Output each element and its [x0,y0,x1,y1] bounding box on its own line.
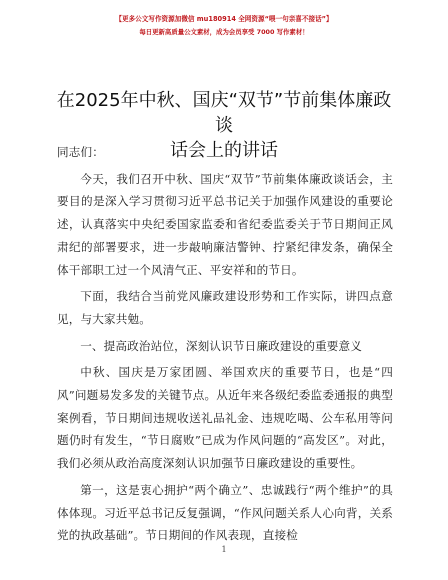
paragraph-opening: 今天，我们召开中秋、国庆“双节”节前集体廉政谈话会，主要目的是深入学习贯彻习近平总书记关于加强作风建设的重要论述，认真落实中央纪委国家监委和省纪委监委关于节日期间正风肃纪的部署要求，进一步敲响廉洁警钟、拧紧纪律发条，确保全体干部职工过一个风清气正、平安祥和的节日。 [57,171,393,277]
paragraph-first-point: 第一，这是衷心拥护“两个确立”、忠诚践行“两个维护”的具体体现。习近平总书记反复强调，“作风问题关系人心向背，关系党的执政基础”。节日期间的作风表现，直接检 [57,482,393,543]
promo-banner [0,13,448,39]
paragraph-intro: 下面，我结合当前党风廉政建设形势和工作实际，讲四点意见，与大家共勉。 [57,289,393,326]
section-heading-1: 一、提高政治站位，深刻认识节日廉政建设的重要意义 [80,338,363,353]
promo-line-2: 每日更新高质量公文素材，成为会员享受 7000 写作素材！ [139,28,309,36]
title-line-1: 在2025年中秋、国庆“双节”节前集体廉政谈 [56,90,392,136]
paragraph-festival-significance: 中秋、国庆是万家团圆、举国欢庆的重要节日，也是“四风”问题易发多发的关键节点。从近年来各级纪委监委通报的典型案例看，节日期间违规收送礼品礼金、违规吃喝、公车私用等问题仍时有发生，“节日腐败”已成为作风问题的“高发区”。对此，我们必须从政治高度深刻认识加强节日廉政建设的重要性。 [57,365,393,471]
title-line-2: 话会上的讲话 [170,140,278,161]
page-number: 1 [221,545,227,554]
salutation: 同志们： [57,145,104,159]
document-body [57,141,393,547]
promo-line-1: 【更多公文写作资源加微信 mu180914 全网资源“喂一句亲喜不接话”】 [115,15,333,23]
